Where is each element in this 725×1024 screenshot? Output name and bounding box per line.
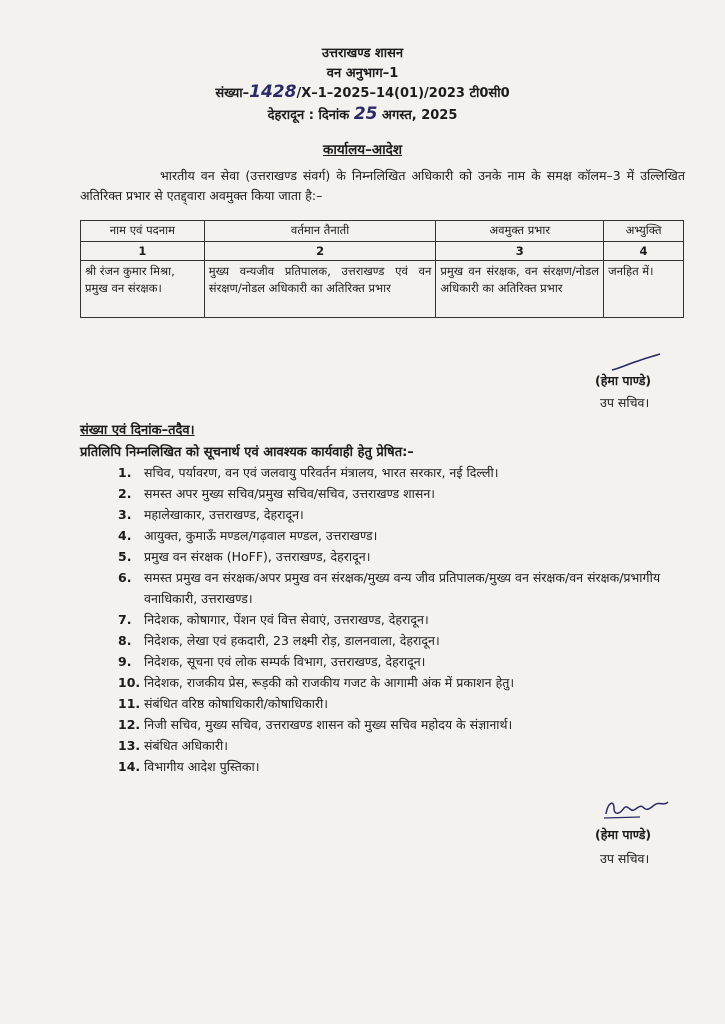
list-item: 5. प्रमुख वन संरक्षक (HoFF), उत्तराखण्ड, देहरादून। — [118, 549, 371, 564]
table-row — [81, 261, 684, 318]
col-header-remark: अभ्युक्ति — [604, 221, 684, 242]
table-number-row: 1 2 3 4 — [81, 242, 684, 261]
table-header-row — [81, 221, 684, 242]
signatory-name-2: (हेमा पाण्डे) — [595, 827, 652, 842]
list-item: 14. विभागीय आदेश पुस्तिका। — [118, 759, 260, 774]
list-item: 2. समस्त अपर मुख्य सचिव/प्रमुख सचिव/सचिव, उत्तराखण्ड शासन। — [118, 486, 436, 501]
list-item: 1. सचिव, पर्यावरण, वन एवं जलवायु परिवर्तन मंत्रालय, भारत सरकार, नई दिल्ली। — [118, 465, 499, 480]
cell-name: श्री रंजन कुमार मिश्रा, प्रमुख वन संरक्षक। — [81, 261, 205, 318]
body-paragraph: भारतीय वन सेवा (उत्तराखण्ड संवर्ग) के निम्नलिखित अधिकारी को उनके नाम के समक्ष कॉलम–3 में उल्लिखित अतिरिक्त प्रभार से एतद्द्वारा अवमुक्त किया जाता है:– — [80, 168, 685, 203]
signatory-name-1: (हेमा पाण्डे) — [595, 373, 652, 388]
signatory-designation-1: उप सचिव। — [600, 395, 650, 410]
signatory-designation-2: उप सचिव। — [600, 851, 650, 866]
list-item: 10. निदेशक, राजकीय प्रेस, रूड़की को राजकीय गजट के आगामी अंक में प्रकाशन हेतु। — [118, 675, 515, 690]
col-header-posting: वर्तमान तैनाती — [204, 221, 436, 242]
cell-relieved: प्रमुख वन संरक्षक, वन संरक्षण/नोडल अधिकारी का अतिरिक्त प्रभार — [436, 261, 604, 318]
cell-posting: मुख्य वन्यजीव प्रतिपालक, उत्तराखण्ड एवं वन संरक्षण/नोडल अधिकारी का अतिरिक्त प्रभार — [204, 261, 436, 318]
page-title: कार्यालय–आदेश — [322, 142, 403, 158]
list-item: 4. आयुक्त, कुमाऊँ मण्डल/गढ़वाल मण्डल, उत्तराखण्ड। — [118, 528, 378, 543]
recipient-list — [118, 462, 688, 777]
copy-intro: प्रतिलिपि निम्नलिखित को सूचनार्थ एवं आवश्यक कार्यवाही हेतु प्रेषित:– — [80, 445, 414, 460]
order-number: संख्या–1428/X–1–2025–14(01)/2023 टी0सी0 — [215, 82, 510, 102]
list-item: 6. समस्त प्रमुख वन संरक्षक/अपर प्रमुख वन संरक्षक/मुख्य वन्य जीव प्रतिपालक/मुख्य वन संरक्षक/वन संरक्षक/प्रभागीय वनाधिकारी, उत्तराखण्ड। — [118, 570, 661, 606]
handwritten-number: 1428 — [249, 82, 297, 102]
order-table — [80, 220, 684, 318]
signature-mark-2 — [600, 796, 672, 822]
signature-mark-1 — [608, 352, 664, 374]
list-item: 11. संबंधित वरिष्ठ कोषाधिकारी/कोषाधिकारी। — [118, 696, 329, 711]
list-item: 3. महालेखाकार, उत्तराखण्ड, देहरादून। — [118, 507, 304, 522]
list-item: 12. निजी सचिव, मुख्य सचिव, उत्तराखण्ड शासन को मुख्य सचिव महोदय के संज्ञानार्थ। — [118, 717, 513, 732]
col-header-name: नाम एवं पदनाम — [81, 221, 205, 242]
list-item: 8. निदेशक, लेखा एवं हकदारी, 23 लक्ष्मी रोड़, डालनवाला, देहरादून। — [118, 633, 440, 648]
reference-line: संख्या एवं दिनांक–तदैव। — [80, 423, 195, 438]
list-item: 7. निदेशक, कोषागार, पेंशन एवं वित्त सेवाएं, उत्तराखण्ड, देहरादून। — [118, 612, 429, 627]
list-item: 13. संबंधित अधिकारी। — [118, 738, 229, 753]
handwritten-date: 25 — [353, 104, 378, 124]
order-date: देहरादून : दिनांक 25 अगस्त, 2025 — [267, 104, 458, 124]
list-item: 9. निदेशक, सूचना एवं लोक सम्पर्क विभाग, उत्तराखण्ड, देहरादून। — [118, 654, 426, 669]
government-name: उत्तराखण्ड शासन — [321, 46, 404, 61]
col-header-relieved: अवमुक्त प्रभार — [436, 221, 604, 242]
cell-remark: जनहित में। — [604, 261, 684, 318]
section-name: वन अनुभाग–1 — [326, 66, 399, 81]
